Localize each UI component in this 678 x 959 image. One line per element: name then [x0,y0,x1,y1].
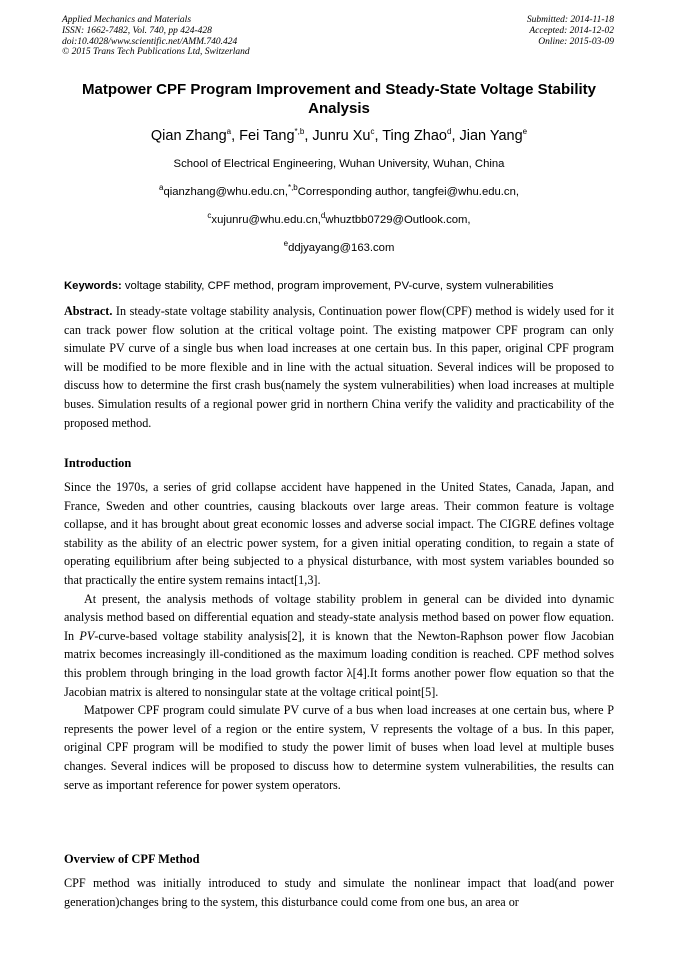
email-sup: *,b [287,183,298,193]
email-d: whuztbb0729@Outlook.com, [325,214,471,226]
intro-p2-part-b: -curve-based voltage stability analysis[2], it is known that the Newton-Raphson power flow Jacobian matrix becomes increasingly ill-conditioned as the maximum loading condition is reached. CPF method solves this problem through bringing in the load growth factor λ[4].It forms another power flow equation so that the Jacobian matrix is altered to nonsingular state at the voltage critical point[5]. [64,628,615,699]
email-a: qianzhang@whu.edu.cn, [163,186,288,198]
journal-info [62,15,250,58]
author-name: Junru Xu [312,128,371,144]
submitted-date: Submitted: 2014-11-18 [526,15,614,25]
abstract [64,302,614,432]
intro-paragraph-2 [64,590,614,702]
abstract-text: In steady-state voltage stability analysis, Continuation power flow(CPF) method is widely used for it can track power flow solution at the critical voltage point. The existing matpower CPF program can only simulate PV curve of a single bus when load increases at one certain bus. In this paper, original CPF program will be modified to be more flexible and in line with the actual situation. Several indices will be proposed to discuss how to determine the first crash bus(namely the system vulnerabilities) when load increases at multiple buses. Simulation results of a regional power grid in northern China verify the validity and practicability of the proposed method. [64,304,615,430]
author-list: Qian Zhang$^a$, Fei Tang$^{*,b}$, Junru Xu$^c$, Ting Zhao$^d$, Jian Yang$^e$ [150,127,528,144]
email-sup: d [320,211,326,221]
email-b: Corresponding author, tangfei@whu.edu.cn, [297,186,519,198]
affiliation: School of Electrical Engineering, Wuhan University, Wuhan, China [173,158,505,170]
intro-p2-pv: PV [79,628,95,643]
overview-heading: Overview of CPF Method [64,852,200,866]
copyright-line: © 2015 Trans Tech Publications Ltd, Switzerland [62,47,250,58]
submission-dates [527,15,614,47]
abstract-label: Abstract. [64,304,113,318]
email-sup: e [283,239,289,249]
email-line-2 [40,213,638,227]
author-name: Ting Zhao [382,128,447,144]
keywords-text: voltage stability, CPF method, program improvement, PV-curve, system vulnerabilities [124,280,554,292]
author-sup: *,b [294,127,305,137]
email-line-3 [40,241,638,255]
author-name: Qian Zhang [150,128,227,144]
author-sup: d [446,127,452,137]
intro-paragraph-3: Matpower CPF program could simulate PV curve of a bus when load increases at one certain bus, where P represents the power level of a region or the entire system, V represents the voltage of a bus. In this paper, original CPF program will be modified to study the power limit of buses when load level at multiple buses changes. Several indices will be proposed to discuss how to determine system vulnerabilities, the results can serve as important reference for power system operators. [64,703,614,792]
email-line-1 [40,185,638,199]
paper-title: Matpower CPF Program Improvement and Steady-State Voltage Stability Analysis [82,81,596,117]
accepted-date: Accepted: 2014-12-02 [529,25,614,36]
issn-line: ISSN: 1662-7482, Vol. 740, pp 424-428 [62,25,212,36]
introduction-heading: Introduction [64,456,132,470]
online-date: Online: 2015-03-09 [538,36,614,47]
overview-paragraph-1: CPF method was initially introduced to study and simulate the nonlinear impact that load(and power generation)changes bring to the system, this disturbance could come from one bus, an area or [64,876,614,909]
email-sup: a [158,183,164,193]
author-name: Jian Yang [459,128,523,144]
email-sup: c [207,211,212,221]
doi-line: doi:10.4028/www.scientific.net/AMM.740.424 [62,36,238,47]
intro-p2-part-a: At present, the analysis methods of voltage stability problem in general can be divided into dynamic analysis method based on differential equation and steady-state analysis method based on power flow equation. In [64,591,614,643]
author-sup: a [226,127,232,137]
intro-paragraph-1: Since the 1970s, a series of grid collapse accident have happened in the United States, Canada, Japan, and France, Sweden and other countries, causing blackouts over large areas. Their common feature is voltage collapse, and it has brought about great economic losses and adverse social impact. The CIGRE defines voltage stability as the ability of an electric power system, for a given initial operating condition, to regain a state of operating equilibrium after being subjected to a physical disturbance, with most system variables bounded so that practically the entire system remains intact[1,3]. [64,480,614,587]
email-c: xujunru@whu.edu.cn, [211,214,321,226]
keywords-label: Keywords: [64,280,122,292]
journal-name: Applied Mechanics and Materials [62,15,192,25]
author-sup: c [370,127,375,137]
introduction-body [64,478,614,794]
author-name: Fei Tang [239,128,295,144]
keywords [64,279,624,293]
email-e: ddjyayang@163.com [288,242,395,254]
overview-body [64,874,614,911]
author-sup: e [522,127,528,137]
